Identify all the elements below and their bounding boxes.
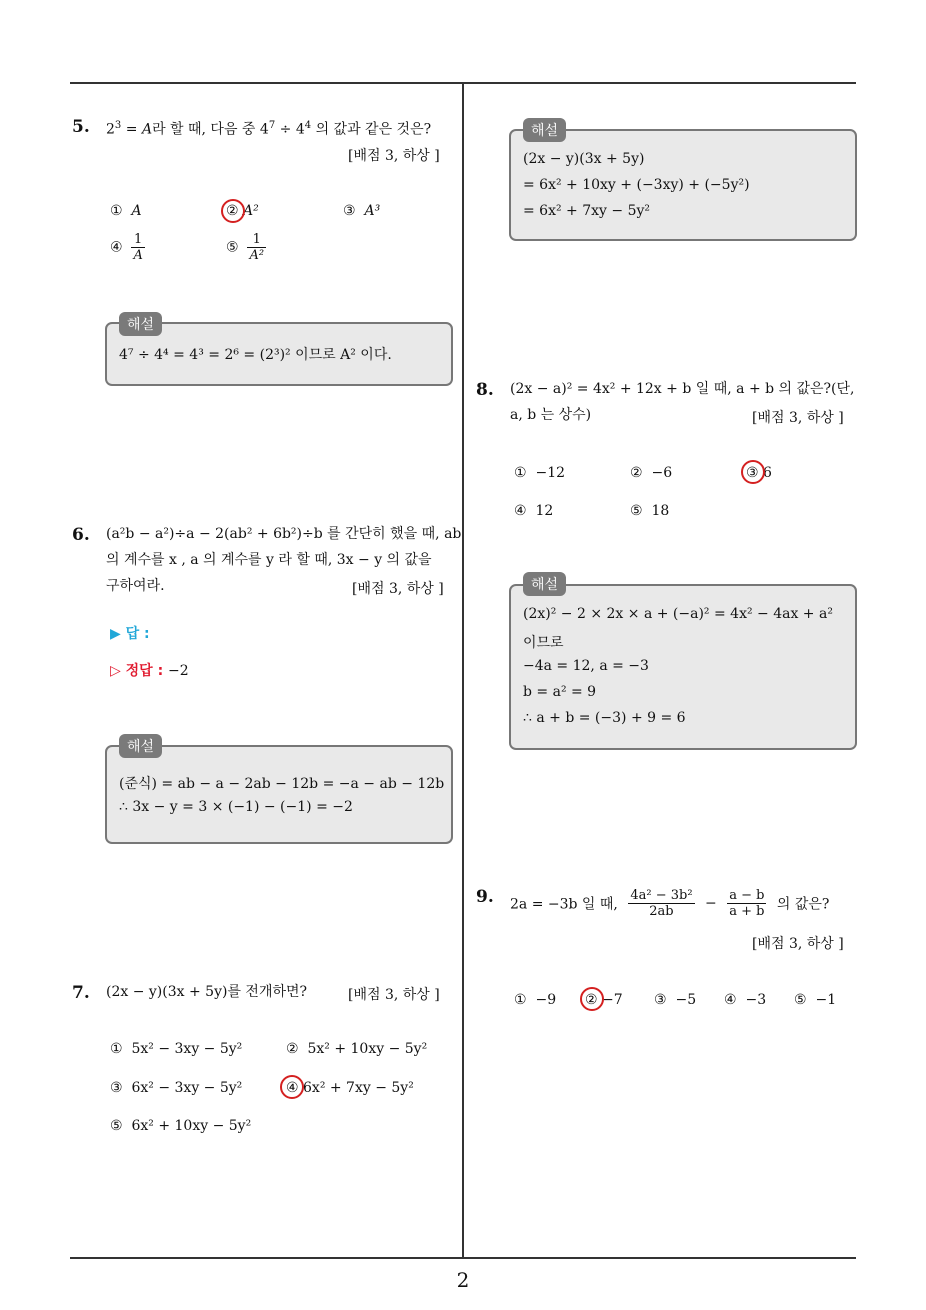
q9-option-1[interactable]: ① −9: [514, 992, 557, 1008]
column-divider: [462, 82, 464, 1258]
q7-solution-box: [509, 129, 857, 241]
q7-solution-line-1: (2x − y)(3x + 5y): [523, 151, 645, 167]
question-5-number: 5.: [72, 117, 90, 137]
q8-solution-line-1: (2x)² − 2 × 2x × a + (−a)² = 4x² − 4ax + a²: [523, 606, 833, 622]
q8-solution-box: [509, 584, 857, 750]
q8-option-2[interactable]: ② −6: [630, 465, 673, 481]
q9-option-5[interactable]: ⑤ −1: [794, 992, 837, 1008]
q8-answer-circle: [741, 460, 765, 484]
q9-option-3[interactable]: ③ −5: [654, 992, 697, 1008]
question-6-number: 6.: [72, 525, 90, 545]
question-5-text: $2^3 = A$라 할 때, 다음 중 $4^7 \div 4^4$ 의 값과 같은 것은?: [106, 120, 432, 138]
question-9-score-tag: [배점 3, 하상 ]: [752, 936, 844, 952]
q7-solution-line-3: = 6x² + 7xy − 5y²: [523, 203, 650, 219]
q8-option-3[interactable]: ③ 6: [746, 465, 772, 481]
q7-solution-line-2: = 6x² + 10xy + (−3xy) + (−5y²): [523, 177, 750, 193]
question-8-line-2: a, b 는 상수): [510, 407, 592, 423]
q5-option-2[interactable]: ② A²: [226, 203, 259, 219]
q6-solution-line-1: (준식) = ab − a − 2ab − 12b = −a − ab − 12b: [119, 776, 445, 792]
q8-option-5[interactable]: ⑤ 18: [630, 503, 670, 519]
q6-answer-input-label[interactable]: ▶ 답 :: [110, 626, 150, 642]
q7-option-1[interactable]: ① 5x² − 3xy − 5y²: [110, 1041, 243, 1057]
q6-solution-box: [105, 745, 453, 844]
q7-option-3[interactable]: ③ 6x² − 3xy − 5y²: [110, 1080, 243, 1096]
q5-option-1[interactable]: ① A: [110, 203, 142, 219]
q5-solution-label: 해설: [119, 312, 162, 336]
q9-option-4[interactable]: ④ −3: [724, 992, 767, 1008]
q8-solution-label: 해설: [523, 572, 566, 596]
question-7-number: 7.: [72, 983, 90, 1003]
q7-option-2[interactable]: ② 5x² + 10xy − 5y²: [286, 1041, 428, 1057]
q6-correct-answer: ▷ 정답 : −2: [110, 663, 189, 679]
q5-option-5[interactable]: ⑤ $\frac{1}{\text{A²}}$: [226, 232, 265, 263]
question-7-score-tag: [배점 3, 하상 ]: [348, 987, 440, 1003]
question-9-text: 2a = −3b 일 때, $\frac{\text{4a² − 3b²}}{2ab}$ − $\frac{a - b}{a + b}$ 의 값은?: [510, 888, 830, 919]
q8-solution-line-5: ∴ a + b = (−3) + 9 = 6: [523, 710, 686, 726]
question-9-number: 9.: [476, 887, 494, 907]
question-8-line-1: (2x − a)² = 4x² + 12x + b 일 때, a + b 의 값은?(단,: [510, 381, 855, 397]
question-7-text: (2x − y)(3x + 5y)를 전개하면?: [106, 984, 308, 1000]
q7-option-4[interactable]: ④ 6x² + 7xy − 5y²: [286, 1080, 414, 1096]
q7-option-5[interactable]: ⑤ 6x² + 10xy − 5y²: [110, 1118, 252, 1134]
q9-answer-circle: [580, 987, 604, 1011]
q8-option-1[interactable]: ① −12: [514, 465, 566, 481]
q7-solution-label: 해설: [523, 118, 566, 142]
q8-solution-line-2: 이므로: [523, 635, 564, 651]
question-5-score-tag: [배점 3, 하상 ]: [348, 148, 440, 164]
q5-option-3[interactable]: ③ A³: [343, 203, 381, 219]
q5-answer-circle: [221, 199, 245, 223]
q5-solution-line: 4⁷ ÷ 4⁴ = 4³ = 2⁶ = (2³)² 이므로 A² 이다.: [119, 347, 392, 363]
question-6-score-tag: [배점 3, 하상 ]: [352, 581, 444, 597]
q6-solution-label: 해설: [119, 734, 162, 758]
q6-solution-line-2: ∴ 3x − y = 3 × (−1) − (−1) = −2: [119, 799, 353, 815]
question-8-score-tag: [배점 3, 하상 ]: [752, 410, 844, 426]
question-8-number: 8.: [476, 380, 494, 400]
question-6-line-3: 구하여라.: [106, 578, 165, 594]
q8-solution-line-3: −4a = 12, a = −3: [523, 658, 649, 674]
q8-solution-line-4: b = a² = 9: [523, 684, 597, 700]
q9-option-2[interactable]: ② −7: [585, 992, 623, 1008]
question-6-line-1: (a²b − a²)÷a − 2(ab² + 6b²)÷b 를 간단히 했을 때, ab: [106, 526, 462, 542]
page-number: 2: [456, 1268, 470, 1292]
question-6-line-2: 의 계수를 x , a 의 계수를 y 라 할 때, 3x − y 의 값을: [106, 552, 432, 568]
q5-option-4[interactable]: ④ $\frac{1}{A}$: [110, 232, 143, 263]
q7-answer-circle: [280, 1075, 304, 1099]
q8-option-4[interactable]: ④ 12: [514, 503, 554, 519]
